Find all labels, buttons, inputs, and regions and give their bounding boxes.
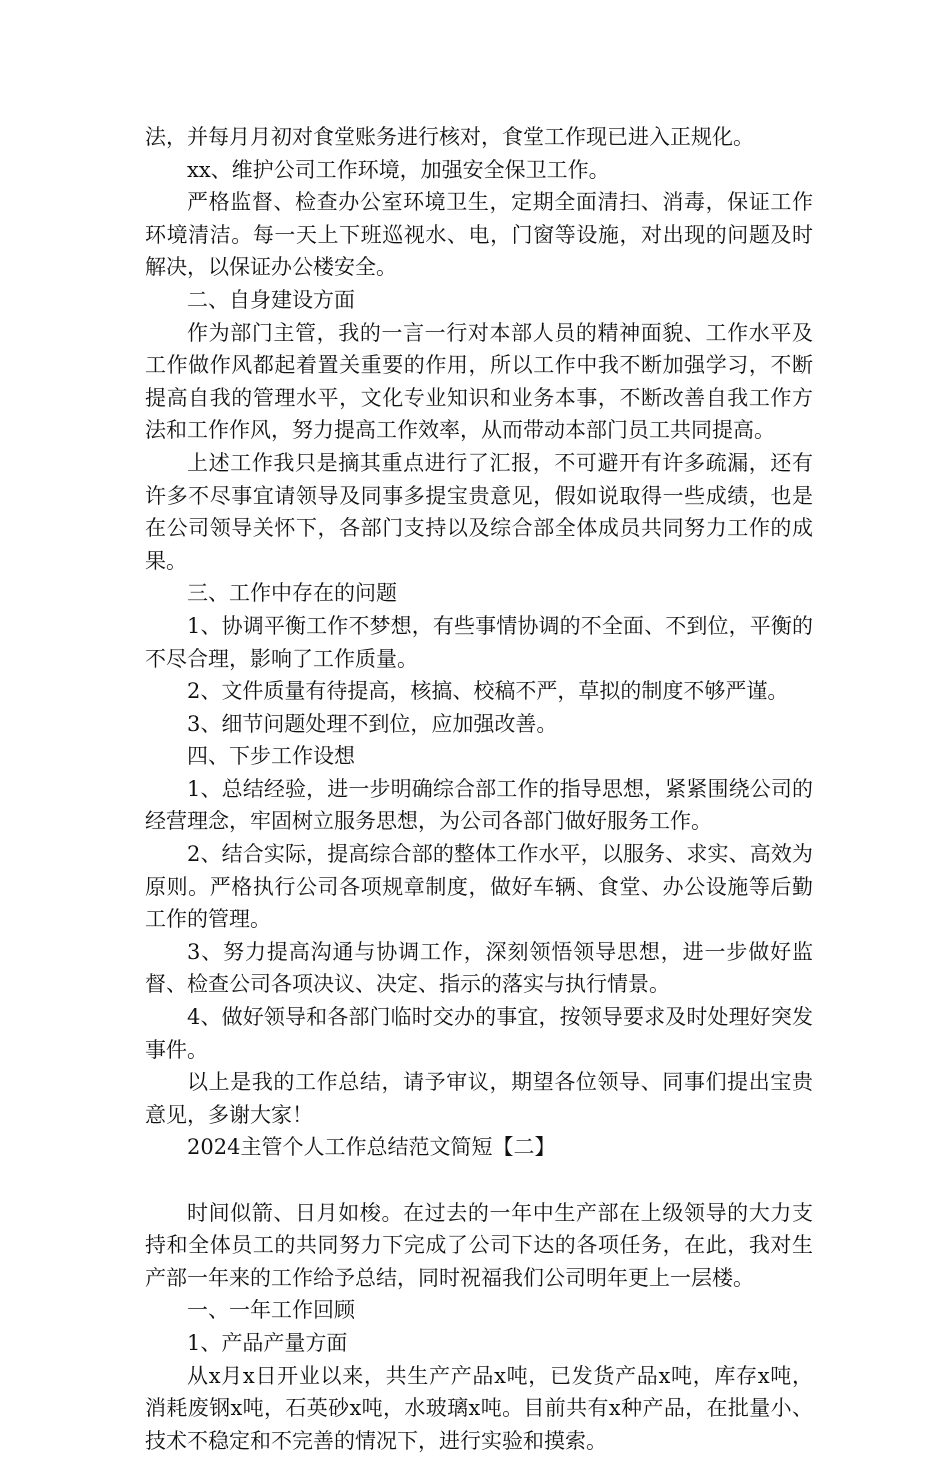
paragraph-canteen-accounts: 法，并每月月初对食堂账务进行核对，食堂工作现已进入正规化。	[145, 125, 754, 149]
section-heading-self-building: 二、自身建设方面	[187, 287, 355, 312]
list-item-plan-3: 3、努力提高沟通与协调工作，深刻领悟领导思想，进一步做好监督、检查公司各项决议、决定、指示的落实与执行情景。	[145, 939, 813, 997]
paragraph-report-summary: 上述工作我只是摘其重点进行了汇报，不可避开有许多疏漏，还有许多不尽事宜请领导及同事多提宝贵意见，假如说取得一些成绩，也是在公司领导关怀下，各部门支持以及综合部全体成员共同努力工作的成果。	[145, 450, 813, 573]
list-item-plan-4: 4、做好领导和各部门临时交办的事宜，按领导要求及时处理好突发事件。	[145, 1005, 813, 1062]
subheading-product-output: 1、产品产量方面	[187, 1330, 348, 1355]
paragraph-production-figures: 从x月x日开业以来，共生产产品x吨，已发货产品x吨，库存x吨，消耗废钢x吨，石英砂x吨，水玻璃x吨。目前共有x种产品，在批量小、技术不稳定和不完善的情况下，进行实验和摸索。	[145, 1363, 813, 1453]
list-item-plan-2: 2、结合实际，提高综合部的整体工作水平，以服务、求实、高效为原则。严格执行公司各项规章制度，做好车辆、食堂、办公设施等后勤工作的管理。	[145, 842, 813, 932]
blank-line	[145, 1164, 813, 1197]
list-item-problem-2: 2、文件质量有待提高，核搞、校稿不严，草拟的制度不够严谨。	[187, 679, 789, 704]
paragraph-closing: 以上是我的工作总结，请予审议，期望各位领导、同事们提出宝贵意见，多谢大家！	[145, 1070, 813, 1127]
paragraph-heading-work-environment: xx、维护公司工作环境，加强安全保卫工作。	[187, 157, 610, 182]
list-item-problem-1: 1、协调平衡工作不梦想，有些事情协调的不全面、不到位，平衡的不尽合理，影响了工作质量。	[145, 613, 813, 671]
paragraph-department-manager: 作为部门主管，我的一言一行对本部人员的精神面貌、工作水平及工作做作风都起着置关重要的作用，所以工作中我不断加强学习，不断提高自我的管理水平，文化专业知识和业务本事，不断改善自我工作方法和工作作风，努力提高工作效率，从而带动本部门员工共同提高。	[145, 320, 813, 443]
list-item-plan-1: 1、总结经验，进一步明确综合部工作的指导思想，紧紧围绕公司的经营理念，牢固树立服务思想，为公司各部门做好服务工作。	[145, 776, 813, 834]
paragraph-time-flies: 时间似箭、日月如梭。在过去的一年中生产部在上级领导的大力支持和全体员工的共同努力下完成了公司下达的各项任务，在此，我对生产部一年来的工作给予总结，同时祝福我们公司明年更上一层楼。	[145, 1200, 813, 1290]
section-heading-next-steps: 四、下步工作设想	[187, 744, 355, 769]
list-item-problem-3: 3、细节问题处理不到位，应加强改善。	[187, 711, 558, 736]
section-heading-problems: 三、工作中存在的问题	[187, 581, 397, 606]
document-body	[145, 121, 813, 1457]
paragraph-office-hygiene: 严格监督、检查办公室环境卫生，定期全面清扫、消毒，保证工作环境清洁。每一天上下班巡视水、电，门窗等设施，对出现的问题及时解决，以保证办公楼安全。	[145, 190, 813, 280]
article-title-part-two: 2024主管个人工作总结范文简短【二】	[187, 1135, 556, 1160]
section-heading-year-review: 一、一年工作回顾	[187, 1298, 355, 1323]
